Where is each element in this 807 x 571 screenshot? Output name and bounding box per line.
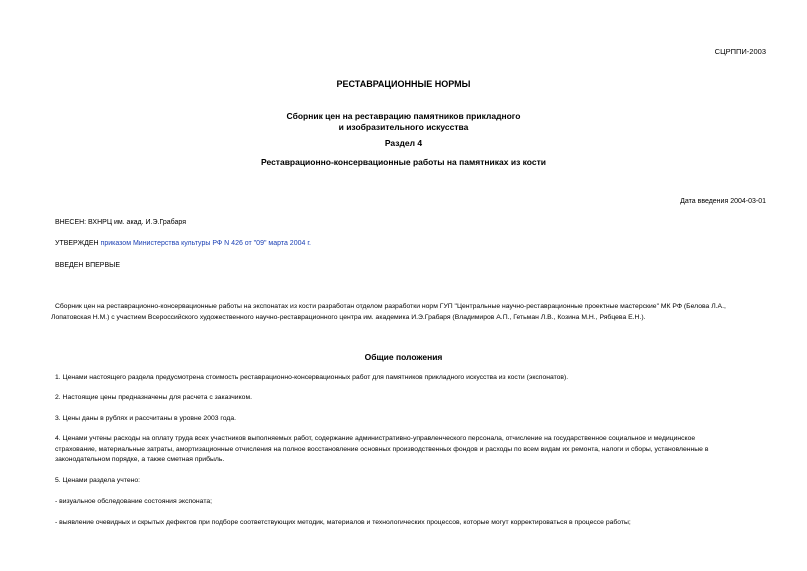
approved-by bbox=[55, 240, 311, 247]
introduced-first-time: ВВЕДЕН ВПЕРВЫЕ bbox=[55, 262, 120, 269]
general-item-4 bbox=[55, 434, 767, 466]
subtitle-line-1: Сборник цен на реставрацию памятников прикладного bbox=[286, 111, 521, 121]
intro-line-1: Сборник цен на реставрационно-консервационные работы на экспонатах из кости разработан отделом разработки норм ГУП "Центральные научно-реставрационные проектные мастерские" МК РФ (Белова Л.А., bbox=[55, 303, 726, 310]
general-item-3: 3. Цены даны в рублях и рассчитаны в уровне 2003 года. bbox=[55, 415, 237, 422]
general-bullet-2: - выявление очевидных и скрытых дефектов при подборе соответствующих методик, материалов и технологических процессов, которые могут корректироваться в процессе работы; bbox=[55, 519, 631, 526]
section-number: Раздел 4 bbox=[384, 138, 423, 148]
section-title: Реставрационно-консервационные работы на памятниках из кости bbox=[261, 157, 546, 167]
subtitle-line-2: и изобразительного искусства bbox=[338, 122, 469, 132]
introduced-by: ВНЕСЕН: ВХНРЦ им. акад. И.Э.Грабаря bbox=[55, 219, 187, 226]
general-item-5: 5. Ценами раздела учтено: bbox=[55, 477, 141, 484]
date-of-introduction: Дата введения 2004-03-01 bbox=[680, 198, 766, 205]
item4-line-1: 4. Ценами учтены расходы на оплату труда всех участников выполняемых работ, содержание административно-управленческого персонала, отчисление на государственное социальное и медицинское bbox=[55, 435, 696, 442]
general-provisions-heading: Общие положения bbox=[364, 352, 443, 362]
intro-line-2: Лопатовская Н.М.) с участием Всероссийского художественного научно-реставрационного центра им. академика И.Э.Грабаря (Владимиров А.П., Гетьман Л.В., Козина М.Н., Рябцева Е.Н.). bbox=[51, 313, 646, 321]
item4-line-2: страхование, материальные затраты, амортизационные отчисления на полное восстановление основных производственных фондов и расходы по всем видам их ремонта, налоги и сборы, установленные в bbox=[55, 445, 709, 453]
general-item-1: 1. Ценами настоящего раздела предусмотрена стоимость реставрационно-консервационных работ для памятников прикладного искусства из кости (экспонатов). bbox=[55, 374, 569, 381]
document-subtitle bbox=[0, 111, 807, 133]
general-item-2: 2. Настоящие цены предназначены для расчета с заказчиком. bbox=[55, 394, 252, 401]
item4-line-3: законодательном порядке, а также сметная прибыль. bbox=[55, 456, 225, 463]
approved-label: УТВЕРЖДЕН bbox=[55, 240, 99, 247]
approval-order-link[interactable]: приказом Министерства культуры РФ N 426 от "09" марта 2004 г. bbox=[100, 240, 311, 247]
document-code: СЦРППИ-2003 bbox=[714, 47, 766, 56]
intro-paragraph bbox=[51, 302, 767, 323]
document-title: РЕСТАВРАЦИОННЫЕ НОРМЫ bbox=[336, 79, 471, 89]
general-bullet-1: - визуальное обследование состояния экспоната; bbox=[55, 498, 213, 505]
